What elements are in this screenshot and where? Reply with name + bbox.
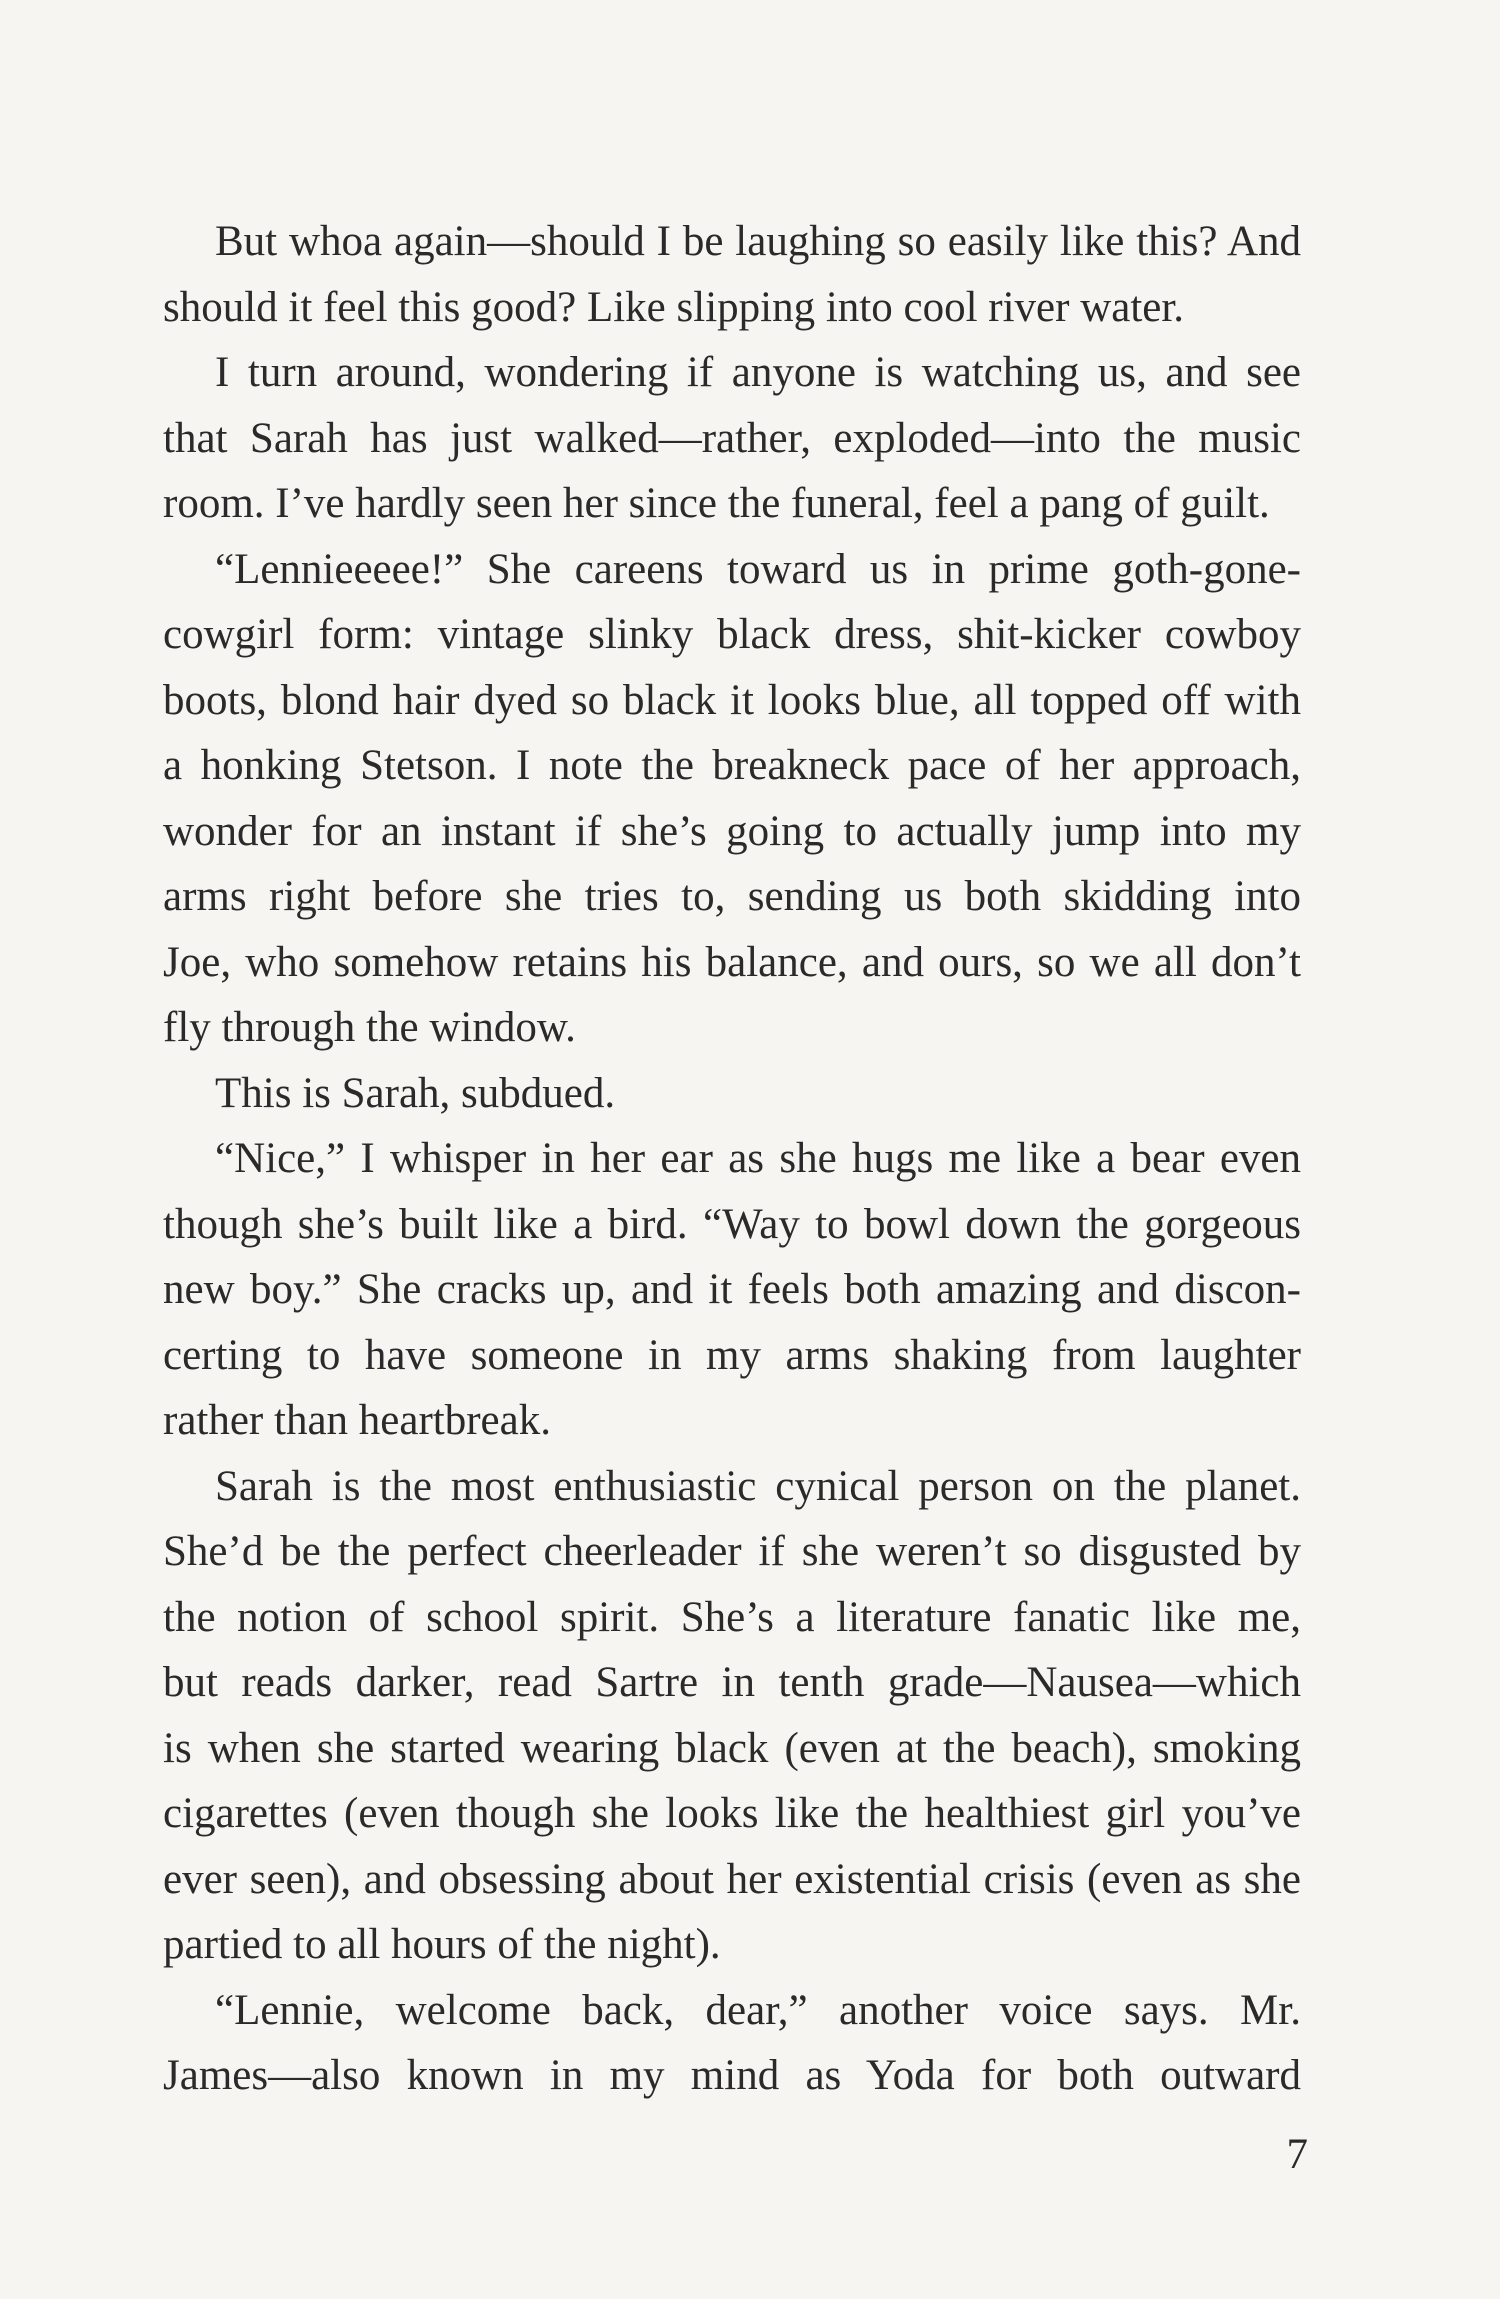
text-line: Sarah is the most enthusiastic cynical person on the planet. — [215, 1462, 1301, 1510]
text-line: the notion of school spirit. She’s a literature fanatic like me, — [163, 1593, 1301, 1641]
paragraph-6 — [163, 1454, 1301, 1978]
text-line: rather than heartbreak. — [163, 1397, 551, 1444]
text-line: ever seen), and obsessing about her existential crisis (even as she — [163, 1855, 1301, 1903]
text-line: She’d be the perfect cheerleader if she weren’t so disgusted by — [163, 1528, 1301, 1575]
text-line: But whoa again—should I be laughing so easily like this? And — [215, 218, 1301, 265]
text-line: “Lennieeeee!” She careens toward us in prime goth-gone- — [215, 545, 1301, 593]
text-line: partied to all hours of the night). — [163, 1921, 721, 1968]
text-line: “Nice,” I whisper in her ear as she hugs me like a bear even — [215, 1135, 1301, 1182]
paragraph-4 — [163, 1061, 1301, 1127]
text-line: cigarettes (even though she looks like the healthiest girl you’ve — [163, 1790, 1301, 1837]
text-line: certing to have someone in my arms shaking from laughter — [163, 1331, 1301, 1379]
text-line: but reads darker, read Sartre in tenth grade—Nausea—which — [163, 1659, 1301, 1706]
page-number: 7 — [1286, 2131, 1308, 2178]
text-line: arms right before she tries to, sending us both skidding into — [163, 873, 1301, 920]
text-line: boots, blond hair dyed so black it looks blue, all topped off with — [163, 676, 1301, 724]
paragraph-7 — [163, 1978, 1301, 2109]
text-line: James—also known in my mind as Yoda for both outward — [163, 2052, 1301, 2099]
text-line: though she’s built like a bird. “Way to bowl down the gorgeous — [163, 1200, 1301, 1248]
text-line: Joe, who somehow retains his balance, and ours, so we all don’t — [163, 938, 1301, 986]
paragraph-3 — [163, 537, 1301, 1061]
text-line: wonder for an instant if she’s going to actually jump into my — [163, 807, 1301, 855]
text-line: This is Sarah, subdued. — [215, 1069, 616, 1117]
text-line: new boy.” She cracks up, and it feels both amazing and discon- — [163, 1266, 1301, 1313]
text-line: I turn around, wondering if anyone is watching us, and see — [215, 349, 1301, 396]
paragraph-2 — [163, 340, 1301, 537]
paragraph-1 — [163, 209, 1301, 340]
text-line: “Lennie, welcome back, dear,” another voice says. Mr. — [215, 1986, 1301, 2034]
text-line: is when she started wearing black (even at the beach), smoking — [163, 1724, 1301, 1772]
text-line: cowgirl form: vintage slinky black dress, shit-kicker cowboy — [163, 611, 1301, 658]
text-line: should it feel this good? Like slipping into cool river water. — [163, 283, 1185, 331]
text-line: room. I’ve hardly seen her since the funeral, feel a pang of guilt. — [163, 480, 1270, 527]
text-line: a honking Stetson. I note the breakneck pace of her approach, — [163, 742, 1301, 789]
text-line: fly through the window. — [163, 1004, 576, 1051]
text-line: that Sarah has just walked—rather, exploded—into the music — [163, 414, 1301, 462]
body-text — [163, 209, 1301, 2109]
paragraph-5 — [163, 1126, 1301, 1454]
